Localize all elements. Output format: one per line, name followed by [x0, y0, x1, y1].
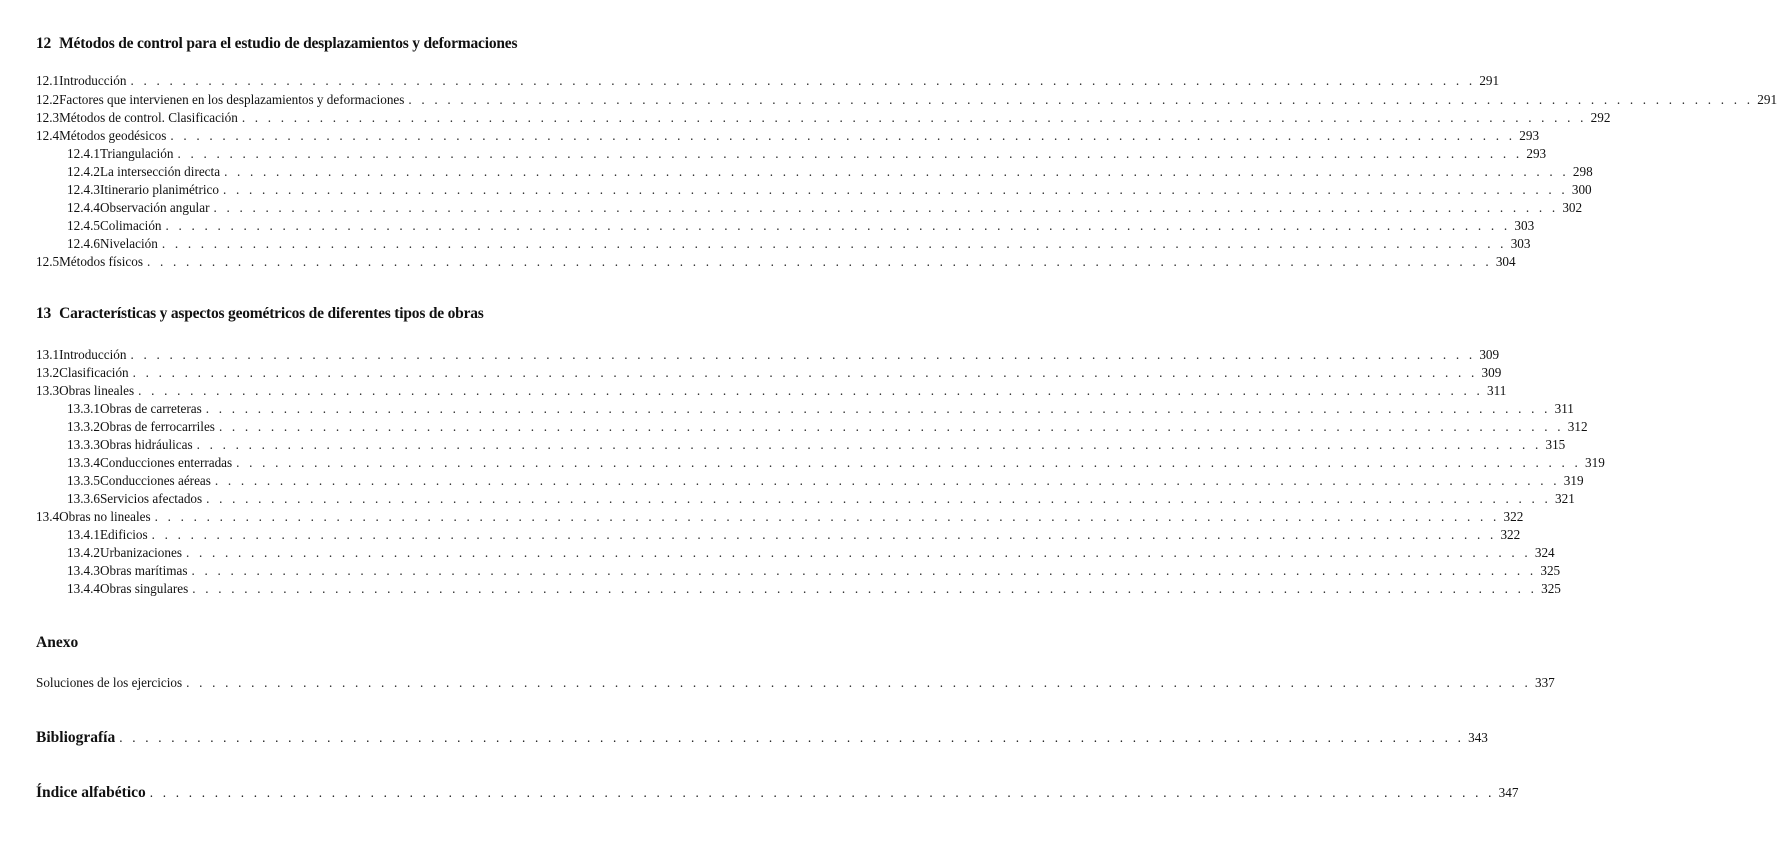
entry-page: 325	[1540, 563, 1561, 578]
entry-label: Nivelación	[99, 236, 158, 251]
toc-entry-13-3[interactable]	[36, 382, 1507, 400]
toc-entry-13-4-4[interactable]	[67, 580, 1561, 598]
leader-dots: . . . . . . . . . . . . . . . . . . . . . . . . . . . . . . . . . . . . . . . . . . . . . . . . . . . . . . . . . . . . . . . . . . . . . . . . . . . . . . . . . . . . . . . . . . . . . . . . . . . . . . . .	[154, 509, 1500, 524]
leader-dots: . . . . . . . . . . . . . . . . . . . . . . . . . . . . . . . . . . . . . . . . . . . . . . . . . . . . . . . . . . . . . . . . . . . . . . . . . . . . . . . . . . . . . . . . . . . . . . . . . . . . . . . .	[222, 182, 1568, 197]
entry-number: 12.1	[36, 73, 60, 88]
entry-page: 309	[1481, 365, 1502, 380]
leader-dots: . . . . . . . . . . . . . . . . . . . . . . . . . . . . . . . . . . . . . . . . . . . . . . . . . . . . . . . . . . . . . . . . . . . . . . . . . . . . . . . . . . . . . . . . . . . . . . . . . . . . . . . .	[138, 383, 1484, 398]
toc-entry-13-3-5[interactable]	[67, 472, 1584, 490]
chapter-13-title	[36, 305, 576, 323]
entry-label: Colimación	[99, 218, 162, 233]
entry-number: 12.4.4	[67, 200, 100, 215]
toc-entry-12-2[interactable]	[36, 91, 1777, 109]
toc-entry-13-4-1[interactable]	[67, 526, 1521, 544]
entry-label: Obras lineales	[59, 383, 135, 398]
entry-page: 302	[1562, 200, 1583, 215]
entry-number: 12.4.2	[67, 164, 100, 179]
chapter-12-title	[36, 35, 576, 53]
toc-entry-12-3[interactable]	[36, 109, 1611, 127]
leader-dots: . . . . . . . . . . . . . . . . . . . . . . . . . . . . . . . . . . . . . . . . . . . . . . . . . . . . . . . . . . . . . . . . . . . . . . . . . . . . . . . . . . . . . . . . . . . . . . . . . . . . . . . .	[161, 236, 1507, 251]
leader-dots: . . . . . . . . . . . . . . . . . . . . . . . . . . . . . . . . . . . . . . . . . . . . . . . . . . . . . . . . . . . . . . . . . . . . . . . . . . . . . . . . . . . . . . . . . . . . . . . . . . . . . . . .	[218, 419, 1564, 434]
entry-page: 325	[1541, 581, 1561, 596]
toc-entry-13-2[interactable]	[36, 364, 1502, 382]
leader-dots: . . . . . . . . . . . . . . . . . . . . . . . . . . . . . . . . . . . . . . . . . . . . . . . . . . . . . . . . . . . . . . . . . . . . . . . . . . . . . . . . . . . . . . . . . . . . . . . . . . . . . . . .	[214, 473, 1560, 488]
entry-page: 304	[1495, 254, 1516, 269]
toc-entry-13-3-6[interactable]	[67, 490, 1575, 508]
toc-entry-12-4-6[interactable]	[67, 235, 1531, 253]
toc-entry-12-5[interactable]	[36, 253, 1516, 271]
leader-dots: . . . . . . . . . . . . . . . . . . . . . . . . . . . . . . . . . . . . . . . . . . . . . . . . . . . . . . . . . . . . . . . . . . . . . . . . . . . . . . . . . . . . . . . . . . . . . . . . . . . . . . . .	[236, 455, 1582, 470]
entry-page: 292	[1590, 110, 1611, 125]
toc-entry-12-4-4[interactable]	[67, 199, 1583, 217]
entry-page: 324	[1534, 545, 1555, 560]
entry-label: Índice alfabético	[36, 784, 146, 801]
entry-label: Métodos de control. Clasificación	[59, 110, 238, 125]
toc-entry-index[interactable]	[36, 783, 1519, 803]
toc-entry-13-1[interactable]	[36, 346, 1500, 364]
leader-dots: . . . . . . . . . . . . . . . . . . . . . . . . . . . . . . . . . . . . . . . . . . . . . . . . . . . . . . . . . . . . . . . . . . . . . . . . . . . . . . . . . . . . . . . . . . . . . . . . . . . . . . . .	[170, 128, 1516, 143]
entry-page: 293	[1519, 128, 1540, 143]
entry-page: 303	[1510, 236, 1531, 251]
entry-label: Introducción	[59, 73, 127, 88]
entry-number: 12.4.6	[67, 236, 100, 251]
entry-page: 319	[1585, 455, 1605, 470]
toc-entry-12-4-3[interactable]	[67, 181, 1592, 199]
entry-number: 12.5	[36, 254, 60, 269]
entry-number: 13.4	[36, 509, 60, 524]
leader-dots: . . . . . . . . . . . . . . . . . . . . . . . . . . . . . . . . . . . . . . . . . . . . . . . . . . . . . . . . . . . . . . . . . . . . . . . . . . . . . . . . . . . . . . . . . . . . . . . . . . . . . . . .	[206, 491, 1551, 506]
entry-label: Obras singulares	[99, 581, 189, 596]
entry-page: 303	[1514, 218, 1535, 233]
entry-label: Itinerario planimétrico	[99, 182, 219, 197]
entry-page: 311	[1554, 401, 1574, 416]
entry-page: 311	[1487, 383, 1507, 398]
entry-label: Triangulación	[99, 146, 174, 161]
entry-label: Introducción	[59, 347, 127, 362]
leader-dots: . . . . . . . . . . . . . . . . . . . . . . . . . . . . . . . . . . . . . . . . . . . . . . . . . . . . . . . . . . . . . . . . . . . . . . . . . . . . . . . . . . . . . . . . . . . . . . . . . . . . . . . .	[186, 675, 1531, 690]
entry-label: Obras marítimas	[99, 563, 188, 578]
annex-title: Anexo	[36, 634, 79, 651]
entry-page: 291	[1757, 92, 1777, 107]
leader-dots: . . . . . . . . . . . . . . . . . . . . . . . . . . . . . . . . . . . . . . . . . . . . . . . . . . . . . . . . . . . . . . . . . . . . . . . . . . . . . . . . . . . . . . . . . . . . . . . . . . . . . . . .	[130, 73, 1476, 88]
chapter-number: 12	[36, 35, 52, 52]
entry-label: Edificios	[99, 527, 148, 542]
entry-label: Soluciones de los ejercicios	[36, 675, 183, 690]
entry-label: Urbanizaciones	[99, 545, 182, 560]
leader-dots: . . . . . . . . . . . . . . . . . . . . . . . . . . . . . . . . . . . . . . . . . . . . . . . . . . . . . . . . . . . . . . . . . . . . . . . . . . . . . . . . . . . . . . . . . . . . . . . . . . . . . . . .	[408, 92, 1754, 107]
entry-page: 343	[1468, 730, 1488, 745]
entry-label: Observación angular	[99, 200, 210, 215]
entry-label: Obras de carreteras	[99, 401, 202, 416]
chapter-number: 13	[36, 305, 52, 322]
entry-number: 13.4.2	[67, 545, 100, 560]
entry-number: 12.4.5	[67, 218, 100, 233]
entry-number: 13.3.2	[67, 419, 100, 434]
entry-number: 13.4.4	[67, 581, 100, 596]
leader-dots: . . . . . . . . . . . . . . . . . . . . . . . . . . . . . . . . . . . . . . . . . . . . . . . . . . . . . . . . . . . . . . . . . . . . . . . . . . . . . . . . . . . . . . . . . . . . . . . . . . . . . . . .	[196, 437, 1542, 452]
entry-page: 291	[1479, 73, 1500, 88]
leader-dots: . . . . . . . . . . . . . . . . . . . . . . . . . . . . . . . . . . . . . . . . . . . . . . . . . . . . . . . . . . . . . . . . . . . . . . . . . . . . . . . . . . . . . . . . . . . . . . . . . . . . . . . .	[191, 563, 1537, 578]
leader-dots: . . . . . . . . . . . . . . . . . . . . . . . . . . . . . . . . . . . . . . . . . . . . . . . . . . . . . . . . . . . . . . . . . . . . . . . . . . . . . . . . . . . . . . . . . . . . . . . . . . . . . . . .	[205, 401, 1551, 416]
entry-number: 12.4.3	[67, 182, 100, 197]
chapter-title-text: Métodos de control para el estudio de desplazamientos y deformaciones	[59, 35, 518, 52]
entry-label: La intersección directa	[99, 164, 221, 179]
leader-dots: . . . . . . . . . . . . . . . . . . . . . . . . . . . . . . . . . . . . . . . . . . . . . . . . . . . . . . . . . . . . . . . . . . . . . . . . . . . . . . . . . . . . . . . . . . . . . . . . . . . . . . . .	[130, 347, 1476, 362]
entry-page: 322	[1503, 509, 1524, 524]
entry-page: 312	[1567, 419, 1588, 434]
entry-label: Conducciones enterradas	[99, 455, 233, 470]
toc-entry-annex[interactable]	[36, 674, 1555, 692]
entry-label: Clasificación	[59, 365, 129, 380]
toc-entry-12-1[interactable]	[36, 72, 1500, 90]
leader-dots: . . . . . . . . . . . . . . . . . . . . . . . . . . . . . . . . . . . . . . . . . . . . . . . . . . . . . . . . . . . . . . . . . . . . . . . . . . . . . . . . . . . . . . . . . . . . . . . . . . . . . . . .	[241, 110, 1587, 125]
entry-page: 337	[1534, 675, 1555, 690]
entry-number: 13.3.1	[67, 401, 100, 416]
entry-label: Métodos físicos	[59, 254, 143, 269]
toc-entry-13-3-2[interactable]	[67, 418, 1588, 436]
toc-entry-12-4-1[interactable]	[67, 145, 1547, 163]
chapter-title-text: Características y aspectos geométricos de diferentes tipos de obras	[59, 305, 484, 322]
entry-label: Obras de ferrocarriles	[99, 419, 215, 434]
entry-number: 13.3.4	[67, 455, 100, 470]
entry-number: 13.3.6	[67, 491, 100, 506]
toc-entry-12-4-2[interactable]	[67, 163, 1593, 181]
entry-number: 12.4	[36, 128, 60, 143]
entry-number: 13.3.5	[67, 473, 100, 488]
toc-entry-13-4[interactable]	[36, 508, 1524, 526]
entry-page: 293	[1526, 146, 1547, 161]
leader-dots: . . . . . . . . . . . . . . . . . . . . . . . . . . . . . . . . . . . . . . . . . . . . . . . . . . . . . . . . . . . . . . . . . . . . . . . . . . . . . . . . . . . . . . . . . . . . . . . . . . . . . . . .	[224, 164, 1569, 179]
toc-entry-13-4-2[interactable]	[67, 544, 1555, 562]
entry-label: Métodos geodésicos	[59, 128, 167, 143]
entry-number: 12.3	[36, 110, 60, 125]
leader-dots: . . . . . . . . . . . . . . . . . . . . . . . . . . . . . . . . . . . . . . . . . . . . . . . . . . . . . . . . . . . . . . . . . . . . . . . . . . . . . . . . . . . . . . . . . . . . . . . . . . . . . . . .	[177, 146, 1523, 161]
entry-number: 13.2	[36, 365, 60, 380]
entry-number: 13.3.3	[67, 437, 100, 452]
toc-entry-13-3-1[interactable]	[67, 400, 1574, 418]
toc-entry-12-4-5[interactable]	[67, 217, 1535, 235]
entry-label: Servicios afectados	[99, 491, 203, 506]
leader-dots: . . . . . . . . . . . . . . . . . . . . . . . . . . . . . . . . . . . . . . . . . . . . . . . . . . . . . . . . . . . . . . . . . . . . . . . . . . . . . . . . . . . . . . . . . . . . . . . . . . . . . . . .	[186, 545, 1531, 560]
entry-number: 12.2	[36, 92, 60, 107]
leader-dots: . . . . . . . . . . . . . . . . . . . . . . . . . . . . . . . . . . . . . . . . . . . . . . . . . . . . . . . . . . . . . . . . . . . . . . . . . . . . . . . . . . . . . . . . . . . . . . . . . . . . . . . .	[119, 730, 1465, 745]
entry-page: 300	[1571, 182, 1592, 197]
entry-page: 321	[1555, 491, 1575, 506]
leader-dots: . . . . . . . . . . . . . . . . . . . . . . . . . . . . . . . . . . . . . . . . . . . . . . . . . . . . . . . . . . . . . . . . . . . . . . . . . . . . . . . . . . . . . . . . . . . . . . . . . . . . . . . .	[132, 365, 1478, 380]
leader-dots: . . . . . . . . . . . . . . . . . . . . . . . . . . . . . . . . . . . . . . . . . . . . . . . . . . . . . . . . . . . . . . . . . . . . . . . . . . . . . . . . . . . . . . . . . . . . . . . . . . . . . . . .	[213, 200, 1559, 215]
entry-label: Bibliografía	[36, 729, 116, 746]
entry-label: Obras no lineales	[59, 509, 151, 524]
toc-entry-13-3-4[interactable]	[67, 454, 1605, 472]
leader-dots: . . . . . . . . . . . . . . . . . . . . . . . . . . . . . . . . . . . . . . . . . . . . . . . . . . . . . . . . . . . . . . . . . . . . . . . . . . . . . . . . . . . . . . . . . . . . . . . . . . . . . . . .	[149, 785, 1495, 800]
entry-number: 13.4.1	[67, 527, 100, 542]
leader-dots: . . . . . . . . . . . . . . . . . . . . . . . . . . . . . . . . . . . . . . . . . . . . . . . . . . . . . . . . . . . . . . . . . . . . . . . . . . . . . . . . . . . . . . . . . . . . . . . . . . . . . . . .	[151, 527, 1497, 542]
entry-page: 315	[1545, 437, 1566, 452]
leader-dots: . . . . . . . . . . . . . . . . . . . . . . . . . . . . . . . . . . . . . . . . . . . . . . . . . . . . . . . . . . . . . . . . . . . . . . . . . . . . . . . . . . . . . . . . . . . . . . . . . . . . . . . .	[192, 581, 1538, 596]
entry-label: Factores que intervienen en los desplazamientos y deformaciones	[59, 92, 405, 107]
entry-number: 13.4.3	[67, 563, 100, 578]
leader-dots: . . . . . . . . . . . . . . . . . . . . . . . . . . . . . . . . . . . . . . . . . . . . . . . . . . . . . . . . . . . . . . . . . . . . . . . . . . . . . . . . . . . . . . . . . . . . . . . . . . . . . . . .	[165, 218, 1511, 233]
entry-number: 13.1	[36, 347, 60, 362]
leader-dots: . . . . . . . . . . . . . . . . . . . . . . . . . . . . . . . . . . . . . . . . . . . . . . . . . . . . . . . . . . . . . . . . . . . . . . . . . . . . . . . . . . . . . . . . . . . . . . . . . . . . . . . .	[146, 254, 1492, 269]
entry-page: 298	[1572, 164, 1593, 179]
toc-entry-12-4[interactable]	[36, 127, 1540, 145]
entry-page: 347	[1498, 785, 1519, 800]
entry-page: 309	[1479, 347, 1500, 362]
entry-page: 322	[1500, 527, 1521, 542]
toc-entry-bibliography[interactable]	[36, 728, 1488, 748]
toc-entry-13-4-3[interactable]	[67, 562, 1561, 580]
entry-label: Conducciones aéreas	[99, 473, 211, 488]
entry-label: Obras hidráulicas	[99, 437, 193, 452]
entry-number: 13.3	[36, 383, 60, 398]
toc-entry-13-3-3[interactable]	[67, 436, 1566, 454]
entry-page: 319	[1563, 473, 1584, 488]
entry-number: 12.4.1	[67, 146, 100, 161]
